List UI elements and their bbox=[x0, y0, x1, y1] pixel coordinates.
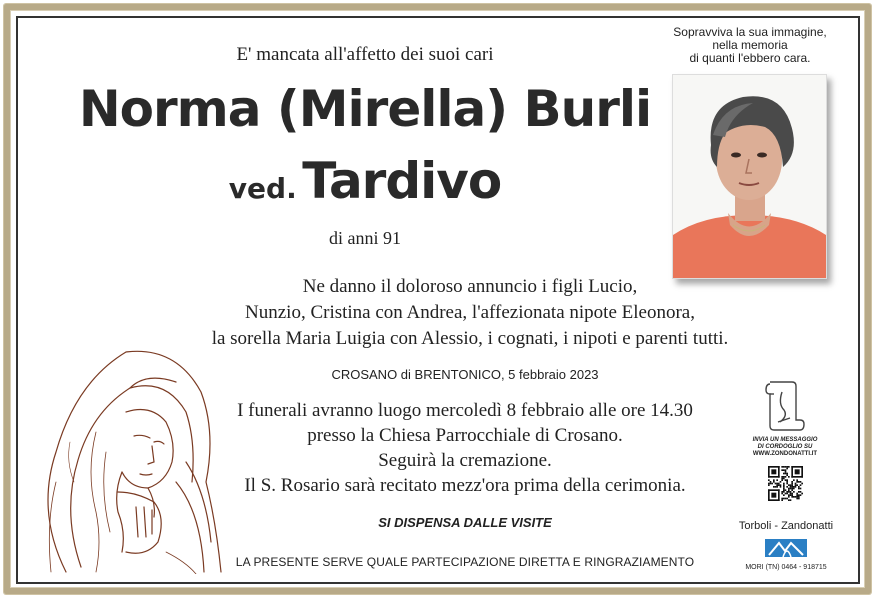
agency-logo bbox=[765, 537, 807, 559]
quote-line: di quanti l'ebbero cara. bbox=[689, 51, 811, 65]
footer-note: LA PRESENTE SERVE QUALE PARTECIPAZIONE DIRETTA E RINGRAZIAMENTO bbox=[235, 555, 695, 569]
announcement-line: Ne danno il doloroso annuncio i figli Lucio, bbox=[302, 276, 638, 297]
no-visits-notice: SI DISPENSA DALLE VISITE bbox=[378, 515, 552, 530]
funeral-line: I funerali avranno luogo mercoledì 8 febbraio alle ore 14.30 bbox=[237, 400, 693, 421]
qr-code[interactable] bbox=[768, 466, 803, 501]
website-link[interactable]: WWW.ZONDONATTI.IT bbox=[752, 451, 818, 457]
announcement-text bbox=[180, 274, 760, 352]
widow-prefix: ved. bbox=[228, 172, 297, 205]
condolence-line: DI CORDOGLIO SU bbox=[757, 444, 813, 450]
married-surname: Tardivo bbox=[302, 152, 502, 210]
intro-text: E' mancata all'affetto dei suoi cari bbox=[236, 44, 494, 65]
age-text: di anni 91 bbox=[329, 228, 401, 248]
place-date: CROSANO di BRENTONICO, 5 febbraio 2023 bbox=[331, 367, 599, 382]
memorial-quote bbox=[650, 26, 850, 65]
funeral-line: Seguirà la cremazione. bbox=[378, 450, 552, 471]
condolence-invite bbox=[740, 437, 830, 458]
announcement-line: Nunzio, Cristina con Andrea, l'affezionata nipote Eleonora, bbox=[245, 302, 695, 323]
funeral-details bbox=[200, 398, 730, 498]
quote-line: nella memoria bbox=[712, 38, 788, 52]
condolence-line: INVIA UN MESSAGGIO bbox=[752, 437, 818, 443]
agency-name: Torboli - Zandonatti bbox=[738, 520, 834, 532]
announcement-line: la sorella Maria Luigia con Alessio, i cognati, i nipoti e parenti tutti. bbox=[211, 328, 729, 349]
portrait-photo bbox=[672, 74, 827, 279]
married-name bbox=[180, 152, 550, 210]
funeral-line: Il S. Rosario sarà recitato mezz'ora prima della cerimonia. bbox=[244, 475, 686, 496]
funeral-line: presso la Chiesa Parrocchiale di Crosano. bbox=[307, 425, 623, 446]
madonna-sketch bbox=[26, 342, 226, 574]
quote-line: Sopravviva la sua immagine, bbox=[673, 25, 827, 39]
deceased-name: Norma (Mirella) Burli bbox=[78, 80, 652, 138]
scroll-logo-icon bbox=[762, 378, 806, 434]
agency-phone: MORI (TN) 0464 - 918715 bbox=[745, 564, 827, 571]
